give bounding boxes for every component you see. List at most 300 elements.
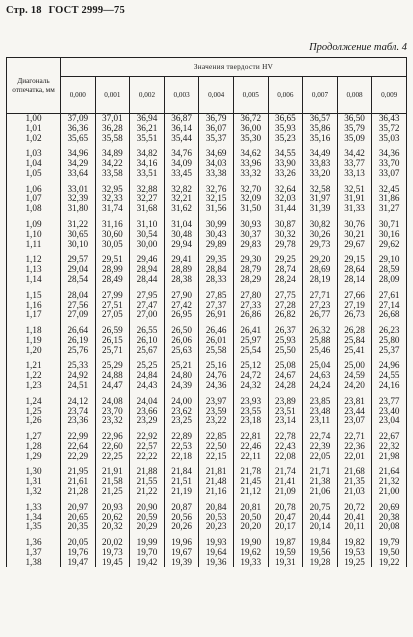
diagonal-cell: 1,19 <box>7 336 61 346</box>
hardness-cell: 25,93 <box>268 336 303 346</box>
hardness-cell: 32,15 <box>199 194 234 204</box>
hardness-cell: 36,87 <box>164 114 199 124</box>
column-header: 0,002 <box>130 77 165 114</box>
hardness-cell: 27,71 <box>303 291 338 301</box>
diagonal-cell: 1,03 <box>7 149 61 159</box>
hardness-cell: 25,58 <box>199 346 234 356</box>
hardness-cell: 30,05 <box>95 240 130 250</box>
hardness-cell: 26,64 <box>61 326 96 336</box>
table-row <box>7 255 407 265</box>
hardness-cell: 25,25 <box>130 361 165 371</box>
hardness-cell: 30,10 <box>61 240 96 250</box>
hardness-cell: 27,90 <box>164 291 199 301</box>
hardness-cell: 32,45 <box>372 185 407 195</box>
hardness-cell: 26,23 <box>372 326 407 336</box>
table-row <box>7 558 407 568</box>
hardness-cell: 30,99 <box>199 220 234 230</box>
hardness-cell: 31,68 <box>130 204 165 214</box>
hardness-cell: 24,84 <box>130 371 165 381</box>
column-header: 0,007 <box>303 77 338 114</box>
hardness-cell: 36,00 <box>233 124 268 134</box>
hardness-cell: 19,39 <box>164 558 199 568</box>
hardness-cell: 27,14 <box>372 301 407 311</box>
hardness-cell: 19,53 <box>337 548 372 558</box>
hardness-cell: 25,54 <box>233 346 268 356</box>
hardness-cell: 30,26 <box>303 230 338 240</box>
hardness-cell: 27,37 <box>199 301 234 311</box>
hardness-cell: 33,38 <box>199 169 234 179</box>
hardness-cell: 19,22 <box>372 558 407 568</box>
hardness-cell: 23,22 <box>199 416 234 426</box>
table-row <box>7 159 407 169</box>
diagonal-cell: 1,38 <box>7 558 61 568</box>
hardness-cell: 21,55 <box>130 477 165 487</box>
hardness-cell: 21,81 <box>199 467 234 477</box>
hardness-cell: 32,82 <box>164 185 199 195</box>
hardness-cell: 20,02 <box>95 538 130 548</box>
hardness-cell: 31,27 <box>372 204 407 214</box>
hardness-cell: 30,60 <box>95 230 130 240</box>
hardness-cell: 22,25 <box>95 452 130 462</box>
hardness-cell: 23,07 <box>337 416 372 426</box>
hardness-cell: 35,44 <box>164 134 199 144</box>
hardness-cell: 21,58 <box>95 477 130 487</box>
hardness-cell: 28,64 <box>337 265 372 275</box>
hardness-cell: 27,80 <box>233 291 268 301</box>
hardness-cell: 23,59 <box>199 407 234 417</box>
hardness-cell: 21,06 <box>303 487 338 497</box>
hardness-cell: 19,87 <box>268 538 303 548</box>
table-row <box>7 301 407 311</box>
hardness-cell: 34,96 <box>61 149 96 159</box>
hardness-cell: 22,11 <box>233 452 268 462</box>
hardness-cell: 31,44 <box>268 204 303 214</box>
hardness-cell: 22,71 <box>337 432 372 442</box>
hardness-cell: 31,04 <box>164 220 199 230</box>
hardness-cell: 28,29 <box>233 275 268 285</box>
hardness-cell: 20,78 <box>268 503 303 513</box>
table-row <box>7 265 407 275</box>
table-row <box>7 134 407 144</box>
hardness-cell: 26,50 <box>164 326 199 336</box>
hardness-cell: 30,82 <box>303 220 338 230</box>
hardness-cell: 35,37 <box>199 134 234 144</box>
hardness-cell: 29,41 <box>164 255 199 265</box>
hardness-cell: 19,28 <box>303 558 338 568</box>
column-header: 0,009 <box>372 77 407 114</box>
hardness-cell: 36,79 <box>199 114 234 124</box>
diagonal-cell: 1,18 <box>7 326 61 336</box>
table-row <box>7 442 407 452</box>
hardness-cell: 27,19 <box>337 301 372 311</box>
hardness-cell: 35,93 <box>268 124 303 134</box>
hardness-cell: 20,81 <box>233 503 268 513</box>
table-row <box>7 230 407 240</box>
hardness-cell: 20,05 <box>61 538 96 548</box>
hardness-cell: 19,67 <box>164 548 199 558</box>
diagonal-column-header: Диагональ отпечатка, мм <box>7 58 61 114</box>
hardness-cell: 24,72 <box>233 371 268 381</box>
hardness-cell: 36,57 <box>303 114 338 124</box>
hardness-cell: 24,39 <box>164 381 199 391</box>
diagonal-cell: 1,04 <box>7 159 61 169</box>
hardness-cell: 36,94 <box>130 114 165 124</box>
diagonal-cell: 1,28 <box>7 442 61 452</box>
hardness-cell: 32,76 <box>199 185 234 195</box>
hardness-cell: 26,55 <box>130 326 165 336</box>
hardness-cell: 20,38 <box>372 513 407 523</box>
hardness-cell: 29,25 <box>268 255 303 265</box>
hardness-cell: 20,97 <box>61 503 96 513</box>
hardness-cell: 22,89 <box>164 432 199 442</box>
hardness-cell: 32,21 <box>164 194 199 204</box>
hardness-cell: 30,71 <box>372 220 407 230</box>
hardness-cell: 20,59 <box>130 513 165 523</box>
hardness-cell: 20,69 <box>372 503 407 513</box>
hardness-cell: 21,91 <box>95 467 130 477</box>
table-row <box>7 361 407 371</box>
hardness-cell: 19,25 <box>337 558 372 568</box>
table-row <box>7 513 407 523</box>
hardness-cell: 32,95 <box>95 185 130 195</box>
hardness-cell: 30,16 <box>372 230 407 240</box>
hardness-cell: 19,56 <box>303 548 338 558</box>
hardness-cell: 21,03 <box>337 487 372 497</box>
hardness-cell: 34,16 <box>130 159 165 169</box>
diagonal-cell: 1,15 <box>7 291 61 301</box>
hardness-cell: 21,84 <box>164 467 199 477</box>
hardness-cell: 34,36 <box>372 149 407 159</box>
hardness-cell: 23,29 <box>130 416 165 426</box>
diagonal-cell: 1,08 <box>7 204 61 214</box>
hardness-cell: 34,03 <box>199 159 234 169</box>
hardness-cell: 22,36 <box>337 442 372 452</box>
hardness-cell: 26,73 <box>337 310 372 320</box>
hardness-cell: 23,66 <box>130 407 165 417</box>
hardness-cell: 32,51 <box>337 185 372 195</box>
diagonal-cell: 1,30 <box>7 467 61 477</box>
hardness-cell: 24,51 <box>61 381 96 391</box>
hardness-cell: 20,26 <box>164 522 199 532</box>
hardness-cell: 27,42 <box>164 301 199 311</box>
hardness-cell: 24,59 <box>337 371 372 381</box>
hardness-cell: 29,04 <box>61 265 96 275</box>
hardness-cell: 22,81 <box>233 432 268 442</box>
hardness-cell: 22,01 <box>337 452 372 462</box>
table-row <box>7 149 407 159</box>
hardness-cell: 22,85 <box>199 432 234 442</box>
hardness-cell: 26,82 <box>268 310 303 320</box>
hardness-cell: 22,05 <box>303 452 338 462</box>
hardness-cell: 34,76 <box>164 149 199 159</box>
table-row <box>7 548 407 558</box>
hardness-cell: 28,04 <box>61 291 96 301</box>
hardness-cell: 31,56 <box>199 204 234 214</box>
table-row <box>7 407 407 417</box>
hardness-cell: 19,70 <box>130 548 165 558</box>
hardness-cell: 20,87 <box>164 503 199 513</box>
diagonal-cell: 1,23 <box>7 381 61 391</box>
hardness-cell: 22,39 <box>303 442 338 452</box>
hardness-cell: 30,76 <box>337 220 372 230</box>
hardness-cell: 22,74 <box>303 432 338 442</box>
hardness-cell: 19,82 <box>337 538 372 548</box>
hardness-cell: 23,44 <box>337 407 372 417</box>
hardness-cell: 21,38 <box>303 477 338 487</box>
hardness-cell: 31,39 <box>303 204 338 214</box>
hardness-cell: 23,04 <box>372 416 407 426</box>
hardness-cell: 31,86 <box>372 194 407 204</box>
hardness-cell: 27,75 <box>268 291 303 301</box>
hardness-cell: 33,70 <box>372 159 407 169</box>
hardness-cell: 21,19 <box>164 487 199 497</box>
diagonal-cell: 1,13 <box>7 265 61 275</box>
hardness-cell: 32,58 <box>303 185 338 195</box>
hardness-cell: 19,31 <box>268 558 303 568</box>
hardness-cell: 29,10 <box>372 255 407 265</box>
diagonal-cell: 1,33 <box>7 503 61 513</box>
hardness-cell: 24,63 <box>303 371 338 381</box>
diagonal-cell: 1,02 <box>7 134 61 144</box>
hardness-cell: 28,54 <box>61 275 96 285</box>
hardness-cell: 33,58 <box>95 169 130 179</box>
hardness-cell: 34,42 <box>337 149 372 159</box>
hardness-cell: 22,67 <box>372 432 407 442</box>
column-header: 0,006 <box>268 77 303 114</box>
hardness-cell: 26,19 <box>61 336 96 346</box>
hardness-cell: 20,20 <box>233 522 268 532</box>
hardness-cell: 30,87 <box>268 220 303 230</box>
table-row <box>7 432 407 442</box>
hardness-cell: 19,90 <box>233 538 268 548</box>
hardness-cell: 34,29 <box>61 159 96 169</box>
hardness-cell: 33,20 <box>303 169 338 179</box>
table-row <box>7 169 407 179</box>
hardness-cell: 20,84 <box>199 503 234 513</box>
hardness-cell: 19,33 <box>233 558 268 568</box>
hardness-cell: 29,51 <box>95 255 130 265</box>
hardness-cell: 30,00 <box>130 240 165 250</box>
table-body <box>7 114 407 568</box>
hardness-cell: 23,93 <box>233 397 268 407</box>
hardness-cell: 28,44 <box>130 275 165 285</box>
hardness-cell: 22,46 <box>233 442 268 452</box>
hardness-cell: 27,66 <box>337 291 372 301</box>
hardness-cell: 35,30 <box>233 134 268 144</box>
hardness-cell: 28,84 <box>199 265 234 275</box>
table-row <box>7 452 407 462</box>
hardness-cell: 27,23 <box>303 301 338 311</box>
hardness-cell: 20,65 <box>61 513 96 523</box>
table-row <box>7 477 407 487</box>
hardness-cell: 21,48 <box>199 477 234 487</box>
hardness-cell: 26,10 <box>130 336 165 346</box>
hardness-cell: 23,62 <box>164 407 199 417</box>
diagonal-cell: 1,17 <box>7 310 61 320</box>
hardness-cell: 37,09 <box>61 114 96 124</box>
hardness-cell: 28,89 <box>164 265 199 275</box>
hardness-cell: 28,79 <box>233 265 268 275</box>
table-row <box>7 240 407 250</box>
hardness-cell: 29,62 <box>372 240 407 250</box>
table-row <box>7 467 407 477</box>
column-header: 0,001 <box>95 77 130 114</box>
hardness-cell: 26,95 <box>164 310 199 320</box>
hardness-cell: 25,29 <box>95 361 130 371</box>
hardness-cell: 21,22 <box>130 487 165 497</box>
hardness-cell: 24,96 <box>372 361 407 371</box>
hardness-cell: 21,16 <box>199 487 234 497</box>
hardness-cell: 27,09 <box>61 310 96 320</box>
hardness-cell: 25,63 <box>164 346 199 356</box>
hardness-cell: 23,70 <box>95 407 130 417</box>
diagonal-cell: 1,10 <box>7 230 61 240</box>
hardness-cell: 24,80 <box>164 371 199 381</box>
hardness-cell: 32,03 <box>268 194 303 204</box>
hardness-cell: 23,32 <box>95 416 130 426</box>
hardness-cell: 26,01 <box>199 336 234 346</box>
hardness-cell: 25,08 <box>268 361 303 371</box>
table-row <box>7 124 407 134</box>
hardness-cell: 25,46 <box>303 346 338 356</box>
table-row <box>7 522 407 532</box>
hardness-cell: 33,96 <box>233 159 268 169</box>
hardness-cell: 22,60 <box>95 442 130 452</box>
hardness-cell: 21,32 <box>372 477 407 487</box>
hardness-cell: 28,24 <box>268 275 303 285</box>
hardness-cell: 19,47 <box>61 558 96 568</box>
hardness-cell: 35,09 <box>337 134 372 144</box>
hardness-cell: 21,45 <box>233 477 268 487</box>
hardness-cell: 26,28 <box>337 326 372 336</box>
hardness-cell: 21,64 <box>372 467 407 477</box>
diagonal-cell: 1,27 <box>7 432 61 442</box>
hardness-cell: 34,89 <box>95 149 130 159</box>
hardness-cell: 25,00 <box>337 361 372 371</box>
hardness-cell: 33,26 <box>268 169 303 179</box>
diagonal-cell: 1,34 <box>7 513 61 523</box>
hardness-cell: 20,11 <box>337 522 372 532</box>
table-row <box>7 487 407 497</box>
hardness-cell: 32,39 <box>61 194 96 204</box>
diagonal-cell: 1,32 <box>7 487 61 497</box>
hardness-cell: 36,72 <box>233 114 268 124</box>
hardness-cell: 34,69 <box>199 149 234 159</box>
hardness-cell: 29,67 <box>337 240 372 250</box>
hardness-cell: 21,12 <box>233 487 268 497</box>
hardness-cell: 22,43 <box>268 442 303 452</box>
hardness-group-header: Значения твердости HV <box>61 58 407 77</box>
hardness-cell: 33,90 <box>268 159 303 169</box>
hardness-cell: 20,72 <box>337 503 372 513</box>
hardness-cell: 26,46 <box>199 326 234 336</box>
table-row <box>7 416 407 426</box>
hardness-cell: 20,29 <box>130 522 165 532</box>
hardness-cell: 29,46 <box>130 255 165 265</box>
hardness-cell: 30,48 <box>164 230 199 240</box>
hardness-cell: 29,15 <box>337 255 372 265</box>
hardness-cell: 19,76 <box>61 548 96 558</box>
hardness-cell: 30,54 <box>130 230 165 240</box>
hardness-cell: 24,08 <box>95 397 130 407</box>
hardness-cell: 27,85 <box>199 291 234 301</box>
hardness-cell: 20,56 <box>164 513 199 523</box>
hardness-cell: 20,17 <box>268 522 303 532</box>
diagonal-cell: 1,09 <box>7 220 61 230</box>
hardness-cell: 25,41 <box>337 346 372 356</box>
hardness-cell: 28,09 <box>372 275 407 285</box>
hardness-cell: 29,57 <box>61 255 96 265</box>
column-header: 0,004 <box>199 77 234 114</box>
hardness-cell: 28,69 <box>303 265 338 275</box>
hardness-cell: 25,97 <box>233 336 268 346</box>
hardness-cell: 29,89 <box>199 240 234 250</box>
hardness-cell: 33,77 <box>337 159 372 169</box>
hardness-cell: 27,56 <box>61 301 96 311</box>
hardness-cell: 23,74 <box>61 407 96 417</box>
hardness-cell: 25,33 <box>61 361 96 371</box>
table-row <box>7 291 407 301</box>
hardness-cell: 27,47 <box>130 301 165 311</box>
hardness-cell: 24,36 <box>199 381 234 391</box>
hardness-cell: 24,24 <box>303 381 338 391</box>
hardness-cell: 30,37 <box>233 230 268 240</box>
table-row <box>7 381 407 391</box>
table-row <box>7 220 407 230</box>
diagonal-cell: 1,36 <box>7 538 61 548</box>
hardness-cell: 33,07 <box>372 169 407 179</box>
table-row <box>7 336 407 346</box>
hardness-cell: 22,99 <box>61 432 96 442</box>
hardness-cell: 28,99 <box>95 265 130 275</box>
hardness-cell: 30,21 <box>337 230 372 240</box>
diagonal-cell: 1,00 <box>7 114 61 124</box>
diagonal-cell: 1,25 <box>7 407 61 417</box>
hardness-cell: 27,61 <box>372 291 407 301</box>
hardness-cell: 22,57 <box>130 442 165 452</box>
hardness-cell: 20,41 <box>337 513 372 523</box>
hardness-cell: 26,37 <box>268 326 303 336</box>
table-row <box>7 397 407 407</box>
hardness-cell: 36,65 <box>268 114 303 124</box>
hardness-cell: 35,16 <box>303 134 338 144</box>
diagonal-cell: 1,31 <box>7 477 61 487</box>
hardness-cell: 19,73 <box>95 548 130 558</box>
column-header: 0,003 <box>164 77 199 114</box>
hardness-cell: 35,51 <box>130 134 165 144</box>
hardness-cell: 20,62 <box>95 513 130 523</box>
hardness-cell: 24,88 <box>95 371 130 381</box>
hardness-cell: 21,74 <box>268 467 303 477</box>
hardness-cell: 27,00 <box>130 310 165 320</box>
hardness-cell: 36,50 <box>337 114 372 124</box>
hardness-cell: 27,95 <box>130 291 165 301</box>
hardness-cell: 22,78 <box>268 432 303 442</box>
hardness-cell: 32,70 <box>233 185 268 195</box>
hardness-cell: 20,53 <box>199 513 234 523</box>
column-header: 0,005 <box>233 77 268 114</box>
hardness-cell: 20,44 <box>303 513 338 523</box>
hardness-cell: 27,99 <box>95 291 130 301</box>
hardness-cell: 22,29 <box>61 452 96 462</box>
table-header <box>7 58 407 114</box>
hardness-cell: 23,48 <box>303 407 338 417</box>
hardness-cell: 21,00 <box>372 487 407 497</box>
hardness-cell: 27,51 <box>95 301 130 311</box>
hardness-cell: 21,68 <box>337 467 372 477</box>
hardness-cell: 19,79 <box>372 538 407 548</box>
hardness-cell: 31,16 <box>95 220 130 230</box>
